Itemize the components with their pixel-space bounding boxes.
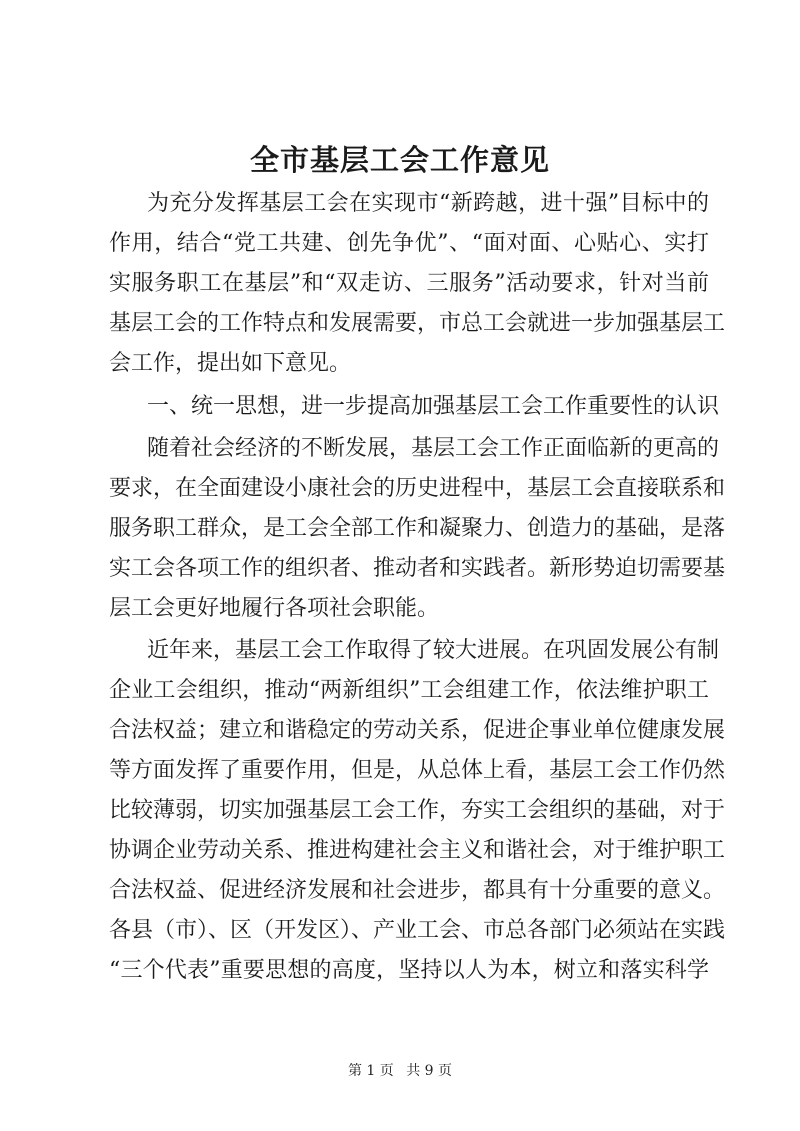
paragraph-line: 为充分发挥基层工会在实现市“新跨越，进十强”目标中的: [147, 191, 709, 216]
paragraph-line: 企业工会组织，推动“两新组织”工会组建工作，依法维护职工: [109, 678, 709, 703]
document-title: 全市基层工会工作意见: [249, 143, 550, 177]
section-heading: 一、统一思想，进一步提高加强基层工会工作重要性的认识: [147, 394, 720, 419]
paragraph-line: “三个代表”重要思想的高度，坚持以人为本，树立和落实科学: [109, 958, 709, 983]
paragraph-line: 作用，结合“党工共建、创先争优”、“面对面、心贴心、实打: [109, 231, 709, 256]
paragraph-line: 实服务职工在基层”和“双走访、三服务”活动要求，针对当前: [109, 271, 709, 296]
paragraph-line: 合法权益、促进经济发展和社会进步，都具有十分重要的意义。: [109, 878, 726, 903]
paragraph-line: 比较薄弱，切实加强基层工会工作，夯实工会组织的基础，对于: [109, 798, 726, 823]
paragraph-line: 实工会各项工作的组织者、推动者和实践者。新形势迫切需要基: [109, 556, 726, 581]
page-footer: [0, 1060, 800, 1080]
paragraph-line: 要求，在全面建设小康社会的历史进程中，基层工会直接联系和: [109, 476, 726, 501]
page-number: 第 1 页: [347, 1063, 394, 1079]
paragraph-line: 近年来，基层工会工作取得了较大进展。在巩固发展公有制: [147, 638, 720, 663]
paragraph-line: 基层工会的工作特点和发展需要，市总工会就进一步加强基层工: [109, 311, 726, 336]
paragraph-line: 合法权益；建立和谐稳定的劳动关系，促进企事业单位健康发展: [109, 718, 726, 743]
paragraph-line: 各县（市）、区（开发区）、产业工会、市总各部门必须站在实践: [109, 918, 726, 943]
paragraph-line: 会工作，提出如下意见。: [109, 351, 352, 376]
paragraph-line: 等方面发挥了重要作用，但是，从总体上看，基层工会工作仍然: [109, 758, 726, 783]
page-total: 共 9 页: [406, 1063, 453, 1079]
paragraph-line: 随着社会经济的不断发展，基层工会工作正面临新的更高的: [147, 436, 720, 461]
paragraph-line: 协调企业劳动关系、推进构建社会主义和谐社会，对于维护职工: [109, 838, 726, 863]
paragraph-line: 层工会更好地履行各项社会职能。: [109, 596, 440, 621]
paragraph-line: 服务职工群众，是工会全部工作和凝聚力、创造力的基础，是落: [109, 516, 726, 541]
